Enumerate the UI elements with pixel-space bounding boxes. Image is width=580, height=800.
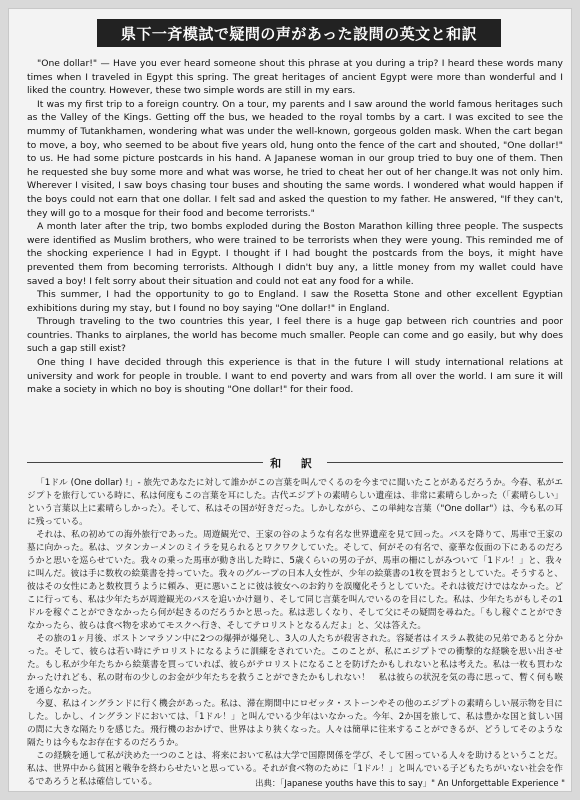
japanese-translation <box>27 477 563 789</box>
translation-divider <box>27 457 563 470</box>
english-paragraph: "One dollar!" — Have you ever heard someone shout this phrase at you during a trip? I heard these words many times when I traveled in Egypt this spring. The great heritages of ancient Egypt were more than wonderful and I liked the country. However, these two simple words are still in my ears. <box>27 58 563 97</box>
english-paragraph: Through traveling to the two countries this year, I feel there is a huge gap between rich countries and poor countries. Thanks to airplanes, the world has become much smaller. People can come and go easily, but why does such a gap still exist? <box>27 316 563 355</box>
japanese-paragraph: この経験を通して私が決めた一つのことは、将来において私は大学で国際関係を学び、そして困っている人々を助けるということだ。私は、世界中から貧困と戦争を終わらせたいと思っている。それが食べ物のために「1ドル！」と叫んでいる子どもたちがいない社会を作るであろうと私は確信している。 <box>27 751 563 787</box>
english-paragraph: One thing I have decided through this experience is that in the future I will study international relations at university and work for people in trouble. I want to end poverty and wars from all over the world. I am sure it will make a society in which no boy is shouting "One dollar!" for their food. <box>27 357 563 396</box>
japanese-paragraph: 今夏、私はイングランドに行く機会があった。私は、滞在期間中にロゼッタ・ストーンやその他のエジプトの素晴らしい展示物を目にした。しかし、イングランドにおいては、「1ドル！」と叫んでいる少年はいなかった。今年、2か国を旅して、私は豊かな国と貧しい国の間に大きな隔たりを感じた。飛行機のおかげで、世界はより狭くなった。人々は簡単に往来することができるが、どうしてそのような隔たりは今もなお存在するのだろうか。 <box>27 699 563 748</box>
english-paragraph: A month later after the trip, two bombs exploded during the Boston Marathon killing three people. The suspects were identified as Muslim brothers, who were trained to be terrorists when they were young. This reminded me of the shocking experience I had in Egypt. I thought if I had bought the postcards from the boys, it might have prevented them from becoming terrorists. Although I didn't buy any, a little money from my wallet could have saved a boy! I felt sorry about their situation and could not eat any food for a while. <box>27 221 563 287</box>
source-citation: 出典：「Japanese youths have this to say」" An Unforgettable Experience " <box>255 778 565 788</box>
divider-line-right <box>327 462 563 463</box>
english-paragraph: It was my first trip to a foreign country. On a tour, my parents and I saw around the world famous heritages such as the Valley of the Kings. Getting off the bus, we headed to the royal tombs by a cart. I was excited to see the mummy of Tutankhamen, wondering what was under the well-known, gorgeous golden mask. When the cart began to move, a boy, who seemed to be about five years old, hung onto the fence of the cart and shouted, "One dollar!" to us. He had some picture postcards in his hand. A Japanese woman in our group tried to buy one of them. Then he requested she buy some more and what was worse, he tried to cheat her out of her change.It was not only him. Wherever I visited, I saw boys chasing tour buses and shouting the same words. I wondered what would happen if the boys could not earn that one dollar. I felt sad and asked the question to my father. He answered, "If they can't, they will go to a mosque for their food and become terrorists." <box>27 98 563 219</box>
english-paragraph: This summer, I had the opportunity to go to England. I saw the Rosetta Stone and other excellent Egyptian exhibitions during my stay, but I found no boy saying "One dollar!" in England. <box>27 289 563 314</box>
english-passage <box>27 57 563 397</box>
japanese-paragraph: 「1ドル (One dollar) !」- 旅先であなたに対して誰かがこの言葉を叫んでくるのを今までに聞いたことがあるだろうか。今春、私がエジプトを旅行している時に、私は何度もこの言葉を耳にした。古代エジプトの素晴らしい遺産は、非常に素晴らしかった（「素晴らしい」という言葉以上に素晴らしかった）。そして、私はその国が好きだった。しかしながら、この単純な言葉（"One dollar"）は、今も私の耳に残っている。 <box>27 478 563 527</box>
document-page <box>8 8 572 792</box>
document-title: 県下一斉模試で疑問の声があった設問の英文と和訳 <box>97 19 501 47</box>
translation-heading: 和 訳 <box>270 457 320 470</box>
japanese-paragraph: その旅の1ヶ月後、ボストンマラソン中に2つの爆弾が爆発し、3人の人たちが殺害された。容疑者はイスラム教徒の兄弟であると分かった。そして、彼らは若い時にテロリストになるように訓練をされていた。このことが、私にエジプトでの衝撃的な経験を思い出させた。もし私が少年たちから絵葉書を買っていれば、彼らがテロリストになることを防げたかもしれないと私は考えた。私は一枚も買わなかったけれども、私の財布の少しのお金が少年たちを救うことができたかもしれない！ 私は彼らの状況を気の毒に思って、暫く何も喉を通らなかった。 <box>27 634 563 696</box>
japanese-paragraph: それは、私の初めての海外旅行であった。周遊観光で、王家の谷のような有名な世界遺産を見て回った。バスを降りて、馬車で王家の墓に向かった。私は、ツタンカーメンのミイラを見られるとワクワクしていた。そして、何がその有名で、豪華な仮面の下にあるのだろうかと思いを巡らせていた。我々の乗った馬車が動き出した時に、5歳くらいの男の子が、馬車の柵にしがみついて「1ドル！」と、我々に叫んだ。彼は手に数枚の絵葉書を持っていた。我々のグループの日本人女性が、少年の絵葉書の1枚を買おうとしていた。そうすると、彼はその女性にあと数枚買うように頼み、更に悪いことに彼は彼女へのお釣りを誤魔化そうとしていた。それは彼だけではなかった。どこに行っても、私は少年たちが周遊観光のバスを追いかけ廻り、そして同じ言葉を叫んでいるのを目にした。私は、少年たちがもしその1ドルを稼ぐことができなかったら何が起きるのだろうかと思った。私は悲しくなり、そして父にその疑問を尋ねた。「もし稼ぐことができなかったら、彼らは食べ物を求めてモスクへ行き、そしてテロリストとなるんだよ」と、父は答えた。 <box>27 530 563 631</box>
